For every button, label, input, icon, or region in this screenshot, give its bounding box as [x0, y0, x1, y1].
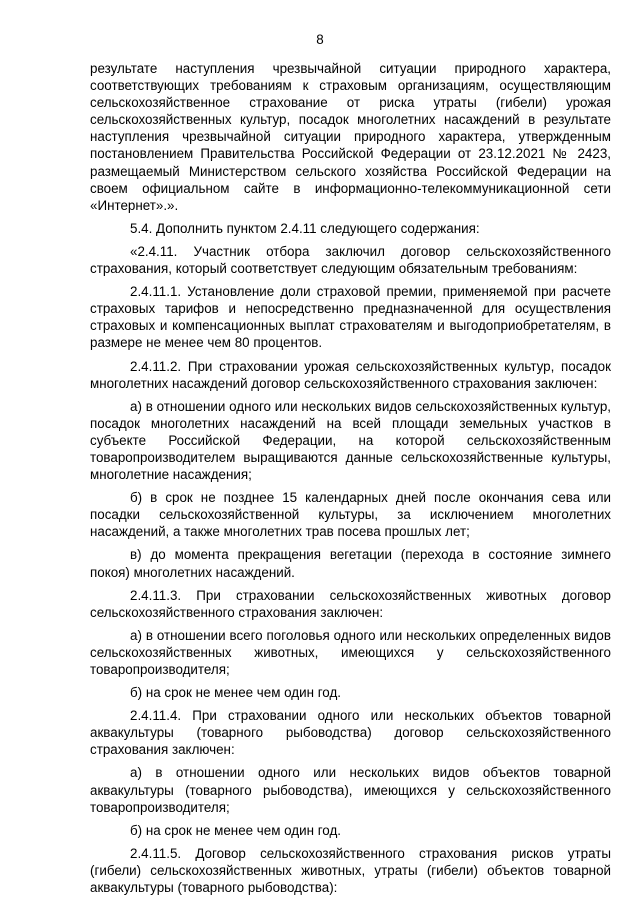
paragraph-2-4-11-4-a: а) в отношении одного или нескольких видов объектов товарной аквакультуры (товарного рыбоводства), имеющихся у сельскохозяйственного товаропроизводителя; — [90, 765, 611, 815]
paragraph-2-4-11-4-b: б) на срок не менее чем один год. — [130, 822, 341, 838]
paragraph-2-4-11-3-b: б) на срок не менее чем один год. — [130, 685, 341, 701]
paragraph-2-4-11-5: 2.4.11.5. Договор сельскохозяйственного страхования рисков утраты (гибели) сельскохозяйственных животных, утраты (гибели) объектов товарной аквакультуры (товарного рыбоводства): — [90, 845, 611, 896]
paragraph-5-4: 5.4. Дополнить пунктом 2.4.11 следующего содержания: — [130, 220, 480, 236]
paragraph-2-4-11-2-b: б) в срок не позднее 15 календарных дней после окончания сева или посадки сельскохозяйственной культуры, за исключением многолетних насаждений, а также многолетних трав посева прошлых лет; — [90, 490, 611, 540]
paragraph-2-4-11-2-a: а) в отношении одного или нескольких видов сельскохозяйственных культур, посадок многолетних насаждений на всей площади земельных участков в субъекте Российской Федерации, на которой сельскохозяйственным товаропроизводителем выращиваются данные сельскохозяйственные культуры, многолетние насаждения; — [90, 398, 611, 483]
paragraph-continuation: результате наступления чрезвычайной ситуации природного характера, соответствующих требованиям к страховым организациям, осуществляющим сельскохозяйственное страхование от риска утраты (гибели) урожая сельскохозяйственных культур, посадок многолетних насаждений в результате наступления чрезвычайной ситуации природного характера, утвержденным постановлением Правительства Российской Федерации от 23.12.2021 № 2423, размещаемый Министерством сельского хозяйства Российской Федерации на своем официальном сайте в информационно-телекоммуникационной сети «Интернет».». — [90, 61, 611, 213]
page-number: 8 — [316, 32, 324, 47]
document-body — [90, 60, 611, 902]
paragraph-2-4-11-3: 2.4.11.3. При страховании сельскохозяйственных животных договор сельскохозяйственного страхования заключен: — [90, 587, 611, 620]
paragraph-2-4-11: «2.4.11. Участник отбора заключил договор сельскохозяйственного страхования, который соответствует следующим обязательным требованиям: — [90, 243, 611, 277]
paragraph-2-4-11-2: 2.4.11.2. При страховании урожая сельскохозяйственных культур, посадок многолетних насаждений договор сельскохозяйственного страхования заключен: — [90, 358, 611, 391]
paragraph-2-4-11-2-c: в) до момента прекращения вегетации (перехода в состояние зимнего покоя) многолетних насаждений. — [90, 547, 611, 580]
paragraph-2-4-11-1: 2.4.11.1. Установление доли страховой премии, применяемой при расчете страховых тарифов и непосредственно предназначенной для осуществления страховых и компенсационных выплат страхователям и выгодоприобретателям, в размере не менее чем 80 процентов. — [90, 284, 611, 351]
paragraph-2-4-11-3-a: а) в отношении всего поголовья одного или нескольких определенных видов сельскохозяйственных животных, имеющихся у сельскохозяйственного товаропроизводителя; — [90, 627, 611, 677]
paragraph-2-4-11-4: 2.4.11.4. При страховании одного или нескольких объектов товарной аквакультуры (товарного рыбоводства) договор сельскохозяйственного страхования заключен: — [90, 708, 611, 758]
